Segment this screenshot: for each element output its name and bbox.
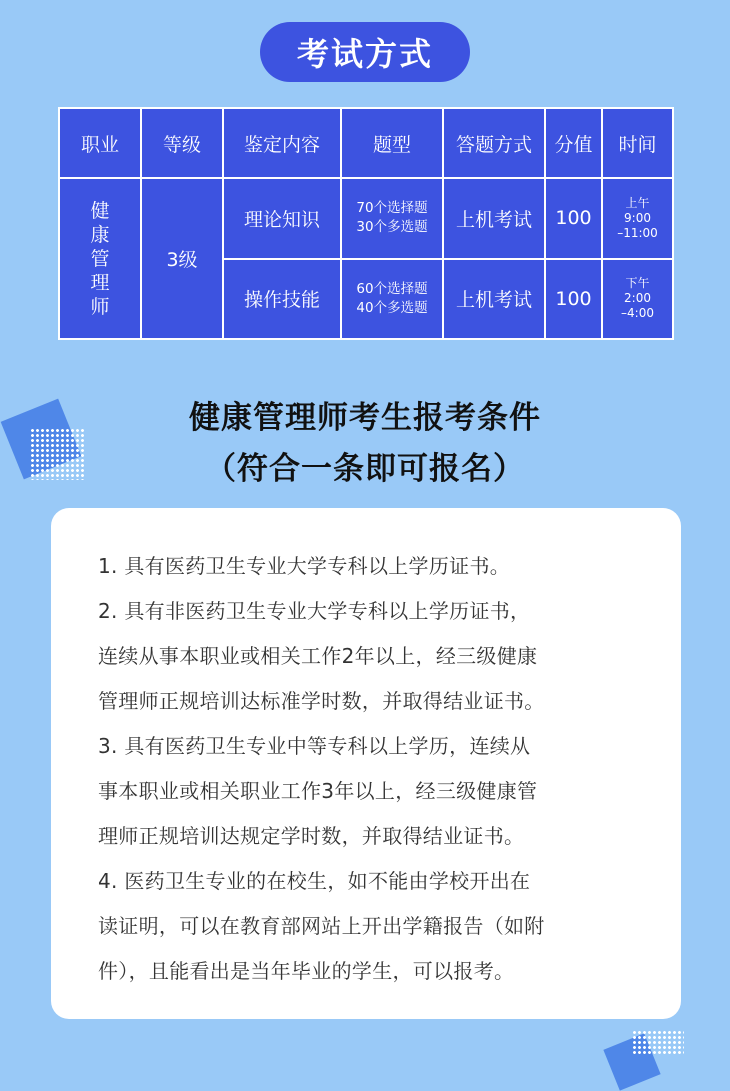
- condition-line: 3. 具有医药卫生专业中等专科以上学历，连续从: [98, 734, 531, 758]
- condition-line: 件），且能看出是当年毕业的学生，可以报考。: [98, 959, 515, 983]
- table-header-row: [59, 108, 673, 178]
- condition-line: 读证明，可以在教育部网站上开出学籍报告（如附: [98, 914, 545, 938]
- header-time: 时间: [602, 108, 673, 178]
- time-line: 9:00: [624, 210, 651, 225]
- condition-line: 4. 医药卫生专业的在校生，如不能由学校开出在: [98, 869, 531, 893]
- time-line: –11:00: [617, 225, 658, 240]
- occupation-name: 健康管理师: [90, 199, 110, 318]
- time-line: 2:00: [624, 291, 651, 306]
- header-occupation: 职业: [59, 108, 141, 178]
- time-line: 上午: [625, 195, 650, 210]
- condition-line: 1. 具有医药卫生专业大学专科以上学历证书。: [98, 554, 511, 578]
- condition-line: 事本职业或相关职业工作3年以上，经三级健康管: [98, 779, 538, 803]
- header-score: 分值: [545, 108, 602, 178]
- table-row: [59, 178, 673, 259]
- answer-method-cell: 上机考试: [443, 178, 545, 259]
- header-question-type: 题型: [341, 108, 443, 178]
- occupation-cell: [59, 178, 141, 339]
- exam-info-table: [58, 107, 674, 340]
- conditions-card: [51, 508, 681, 1019]
- conditions-list: [51, 508, 681, 994]
- time-line: 下午: [625, 276, 650, 291]
- condition-line: 连续从事本职业或相关工作2年以上，经三级健康: [98, 644, 538, 668]
- decorative-dot-pattern: [632, 1030, 684, 1056]
- question-type-cell: [341, 259, 443, 340]
- conditions-subtitle: （符合一条即可报名）: [205, 451, 525, 487]
- header-answer-method: 答题方式: [443, 108, 545, 178]
- time-line: –4:00: [621, 306, 654, 321]
- answer-method-cell: 上机考试: [443, 259, 545, 340]
- header-level: 等级: [141, 108, 223, 178]
- question-type-cell: [341, 178, 443, 259]
- time-cell: [602, 259, 673, 340]
- condition-line: 理师正规培训达规定学时数，并取得结业证书。: [98, 824, 525, 848]
- score-cell: 100: [545, 178, 602, 259]
- condition-line: 2. 具有非医药卫生专业大学专科以上学历证书，: [98, 599, 531, 623]
- question-type-line: 30个多选题: [356, 219, 428, 236]
- exam-method-title-badge: 考试方式: [260, 22, 470, 82]
- score-cell: 100: [545, 259, 602, 340]
- question-type-line: 40个多选题: [356, 299, 428, 316]
- condition-line: 管理师正规培训达标准学时数，并取得结业证书。: [98, 689, 545, 713]
- question-type-line: 60个选择题: [356, 280, 428, 297]
- content-cell: 操作技能: [223, 259, 341, 340]
- question-type-line: 70个选择题: [356, 200, 428, 217]
- time-cell: [602, 178, 673, 259]
- content-cell: 理论知识: [223, 178, 341, 259]
- header-content: 鉴定内容: [223, 108, 341, 178]
- level-cell: 3级: [141, 178, 223, 339]
- conditions-title: 健康管理师考生报考条件: [189, 400, 541, 436]
